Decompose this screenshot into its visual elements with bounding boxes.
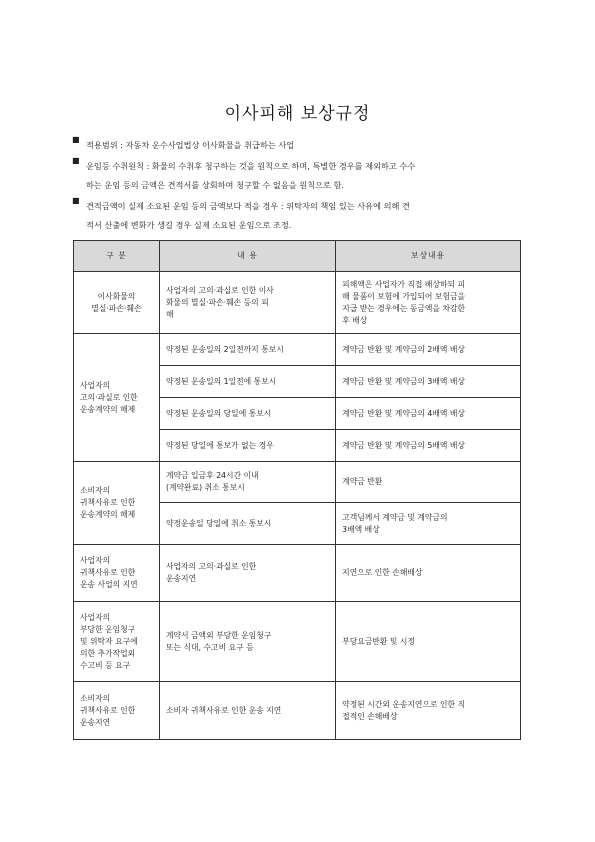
page-title: 이사피해 보상규정 xyxy=(224,104,371,124)
table-row xyxy=(74,272,521,334)
content-cell: 계약금 입금후 24시간 이내 (계약완료) 취소 통보시 xyxy=(159,462,335,503)
compensation-cell: 계약금 반환 및 계약금의 5배액 배상 xyxy=(336,430,521,462)
content-cell: 소비자 귀책사유로 인한 운송 지연 xyxy=(159,682,335,740)
compensation-cell: 약정된 시간외 운송지연으로 인한 직 접적인 손해배상 xyxy=(336,682,521,740)
compensation-cell: 계약금 반환 및 계약금의 4배액 배상 xyxy=(336,398,521,430)
note-line: 적서 산출에 변화가 생길 경우 실제 소요된 운임으로 조정. xyxy=(86,220,292,230)
compensation-cell: 피해액은 사업자가 직접 배상하되 피 해 물품이 보험에 가입되어 보험금을 지급 받는 경우에는 동금액을 차감한 후 배상 xyxy=(336,272,521,334)
compensation-cell: 계약금 반환 및 계약금의 3배액 배상 xyxy=(336,366,521,398)
compensation-cell: 지연으로 인한 손해배상 xyxy=(336,545,521,602)
category-cell: 소비자의 귀책사유로 인한 운송계약의 해제 xyxy=(74,462,160,545)
compensation-table xyxy=(73,240,521,740)
square-bullet-icon: ■ xyxy=(72,156,80,165)
category-cell: 소비자의 귀책사유로 인한 운송지연 xyxy=(74,682,160,740)
compensation-cell: 부당요금반환 및 시정 xyxy=(336,602,521,682)
content-cell: 사업자의 고의·과실로 인한 이사 화물의 멸실·파손·훼손 등의 피 해 xyxy=(159,272,335,334)
content-cell: 계약서 금액외 부당한 운임청구 또는 식대, 수고비 요구 등 xyxy=(159,602,335,682)
content-cell: 사업자의 고의·과실로 인한 운송지연 xyxy=(159,545,335,602)
note-line: 적용범위 : 자동차 운수사업법상 이사화물을 취급하는 사업 xyxy=(86,140,295,150)
content-cell: 약정된 운송일의 당일에 통보시 xyxy=(159,398,335,430)
table-header-row xyxy=(74,241,521,272)
note-line: 운임등 수취원칙 : 화물의 수취후 청구하는 것을 원칙으로 하며, 특별한 경우를 제외하고 수수 xyxy=(86,161,416,171)
category-cell: 이사화물의 멸실·파손·훼손 xyxy=(74,272,160,334)
header-category: 구 분 xyxy=(74,241,160,272)
category-cell: 사업자의 귀책사유로 인한 운송 사업의 지연 xyxy=(74,545,160,602)
compensation-cell: 계약금 반환 및 계약금의 2배액 배상 xyxy=(336,334,521,366)
category-cell: 사업자의 부당한 운임청구 및 위탁자 요구에 의한 추가작업외 수고비 등 요구 xyxy=(74,602,160,682)
note-estimate-adjustment xyxy=(72,197,532,235)
square-bullet-icon: ■ xyxy=(72,196,80,205)
table-row xyxy=(74,602,521,682)
table-row xyxy=(74,334,521,366)
content-cell: 약정된 당일에 통보가 없는 경우 xyxy=(159,430,335,462)
header-compensation: 보상내용 xyxy=(336,241,521,272)
compensation-cell: 계약금 반환 xyxy=(336,462,521,503)
table-row xyxy=(74,462,521,503)
content-cell: 약정된 운송일의 2일전까지 통보시 xyxy=(159,334,335,366)
square-bullet-icon: ■ xyxy=(72,135,80,144)
note-scope xyxy=(72,136,532,155)
notes-list xyxy=(72,135,532,242)
content-cell: 약정운송일 당일에 취소 통보시 xyxy=(159,503,335,545)
compensation-cell: 고객님께서 계약금 및 계약금의 3배액 배상 xyxy=(336,503,521,545)
note-fare-principle xyxy=(72,157,532,195)
table-row xyxy=(74,682,521,740)
header-content: 내 용 xyxy=(159,241,335,272)
note-line: 하는 운임 등의 금액은 견적서를 상회하여 청구할 수 없음을 원칙으로 함. xyxy=(86,180,344,190)
content-cell: 약정된 운송일의 1일전에 통보시 xyxy=(159,366,335,398)
category-cell: 사업자의 고의·과실로 인한 운송계약의 해제 xyxy=(74,334,160,462)
table-row xyxy=(74,545,521,602)
note-line: 견적금액이 실제 소요된 운임 등의 금액보다 적을 경우 : 위탁자의 책임 있는 사유에 의해 견 xyxy=(86,201,410,211)
